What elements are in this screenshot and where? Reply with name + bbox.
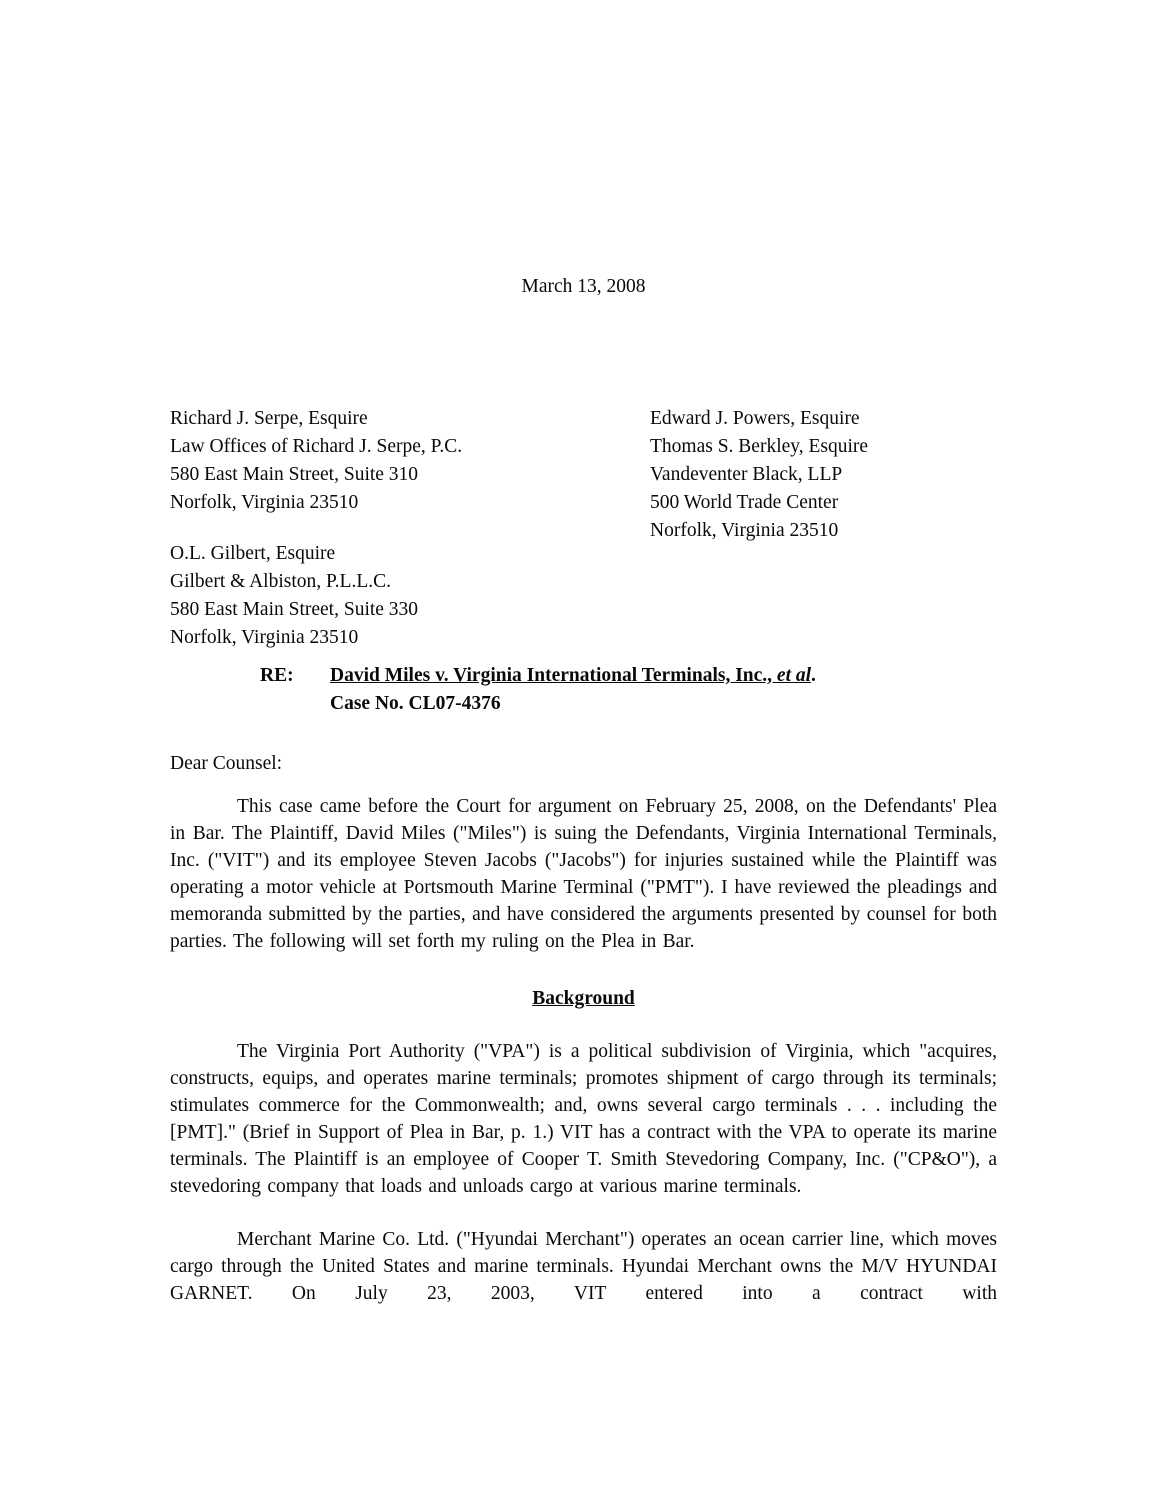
background-heading [170, 985, 997, 1012]
address-line: Norfolk, Virginia 23510 [170, 627, 359, 648]
re-case-title-underlined [330, 665, 811, 686]
letter-date: March 13, 2008 [521, 276, 646, 297]
address-line: 580 East Main Street, Suite 310 [170, 464, 419, 485]
address-block-serpe [170, 405, 650, 517]
address-line: Edward J. Powers, Esquire [650, 408, 860, 429]
address-line: Richard J. Serpe, Esquire [170, 408, 368, 429]
re-case-title-main: David Miles v. Virginia International Terminals, Inc., [330, 665, 777, 686]
re-content [330, 662, 816, 718]
address-column-left [170, 405, 650, 652]
background-heading-text: Background [532, 988, 635, 1009]
address-line: O.L. Gilbert, Esquire [170, 543, 336, 564]
paragraph-background-1: The Virginia Port Authority ("VPA") is a political subdivision of Virginia, which "acquires, constructs, equips, and operates marine terminals; promotes shipment of cargo through its terminals; stimulates commerce for the Commonwealth; and, owns several cargo terminals . . . including the [PMT]." (Brief in Support of Plea in Bar, p. 1.) VIT has a contract with the VPA to operate its marine terminals. The Plaintiff is an employee of Cooper T. Smith Stevedoring Company, Inc. ("CP&O"), a stevedoring company that loads and unloads cargo at various marine terminals. [170, 1041, 997, 1197]
paragraph-intro: This case came before the Court for argument on February 25, 2008, on the Defendants' Plea in Bar. The Plaintiff, David Miles ("Miles") is suing the Defendants, Virginia International Terminals, Inc. ("VIT") and its employee Steven Jacobs ("Jacobs") for injuries sustained while the Plaintiff was operating a motor vehicle at Portsmouth Marine Terminal ("PMT"). I have reviewed the pleadings and memoranda submitted by the parties, and have considered the arguments presented by counsel for both parties. The following will set forth my ruling on the Plea in Bar. [170, 796, 997, 952]
recipient-addresses [170, 405, 997, 652]
address-block-powers [650, 405, 997, 545]
address-line: Thomas S. Berkley, Esquire [650, 436, 869, 457]
address-line: Norfolk, Virginia 23510 [650, 520, 839, 541]
address-line: 580 East Main Street, Suite 330 [170, 599, 419, 620]
re-case-title [330, 662, 816, 690]
re-case-title-period: . [811, 665, 816, 686]
address-block-gilbert [170, 540, 650, 652]
re-case-title-et-al: et al [776, 665, 812, 686]
address-line: 500 World Trade Center [650, 492, 839, 513]
address-column-right [650, 405, 997, 652]
address-line: Norfolk, Virginia 23510 [170, 492, 359, 513]
paragraph-background-2: Merchant Marine Co. Ltd. ("Hyundai Merchant") operates an ocean carrier line, which moves cargo through the United States and marine terminals. Hyundai Merchant owns the M/V HYUNDAI GARNET. On July 23, 2003, VIT entered into a contract with [170, 1229, 997, 1304]
address-line: Vandeventer Black, LLP [650, 464, 843, 485]
re-block [170, 662, 997, 718]
re-label: RE: [260, 665, 294, 686]
address-line: Gilbert & Albiston, P.L.L.C. [170, 571, 392, 592]
address-line: Law Offices of Richard J. Serpe, P.C. [170, 436, 463, 457]
re-case-number: Case No. CL07-4376 [330, 693, 501, 714]
salutation: Dear Counsel: [170, 753, 283, 774]
